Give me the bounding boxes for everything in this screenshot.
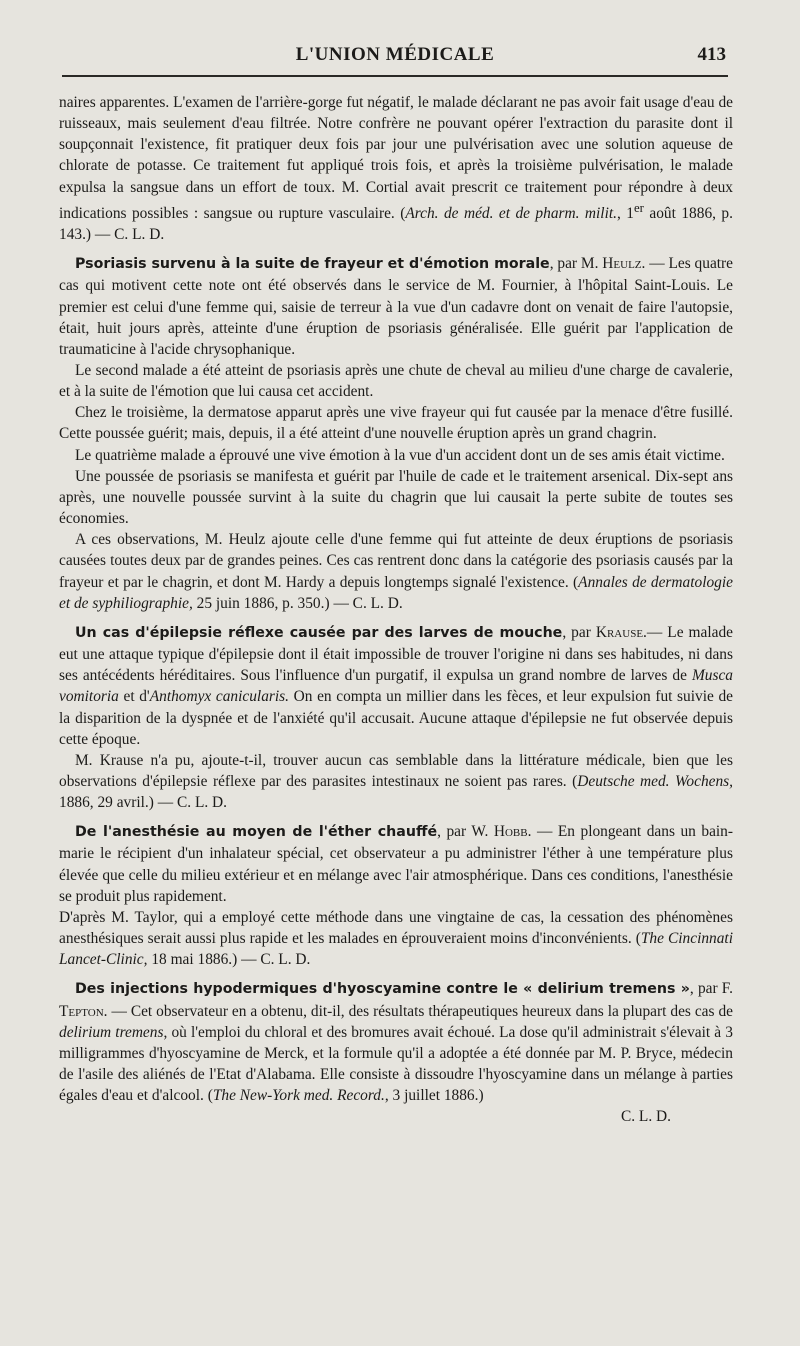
section-title: Psoriasis survenu à la suite de frayeur et d'émotion morale [75,256,550,273]
paragraph: A ces observations, M. Heulz ajoute celle d'une femme qui fut atteinte de deux éruptions de psoriasis causées toutes deux par de grandes peines. Ces cas rentrent donc dans la catégorie des psoriasis causés par la frayeur et par le chagrin, et dont M. Hardy a depuis longtemps signalé l'existence. (Annales de dermatologie et de syphiliographie, 25 juin 1886, p. 350.) — C. L. D. [59,531,733,612]
section-anesthesie: De l'anesthésie au moyen de l'éther chauffé, par W. Hobb. — En plongeant dans un bain-marie le récipient d'un inhalateur spécial, cet observateur a pu administrer l'éther à une température plus élevée que celle du milieu extérieur et en mélange avec l'air atmosphérique. Dans ces conditions, l'anesthésie se produit plus rapidement. [59,823,733,905]
running-title: L'UNION MÉDICALE [295,44,495,65]
section-title: Un cas d'épilepsie réflexe causée par des larves de mouche [75,624,563,641]
author: Krause. [595,623,647,641]
author: Tepton. [59,1002,108,1020]
paragraph: Le second malade a été atteint de psoriasis après une chute de cheval au milieu d'une charge de cavalerie, et à la suite de l'émotion que lui causa cet accident. [59,362,733,401]
section-epilepsie: Un cas d'épilepsie réflexe causée par des larves de mouche, par Krause.— Le malade eut une attaque typique d'épilepsie dont il était impossible de trouver l'origine ni dans ses habitudes, ni dans ses antécédents héréditaires. Sous l'influence d'un purgatif, il expulsa un grand nombre de larves de Musca vomitoria et d'Anthomyx canicularis. On en compta un millier dans les fèces, et leur expulsion fut suivie de la disparition de la dyspnée et de l'anxiété qu'il accusait. Aucune attaque d'épilepsie ne fut observée depuis cette époque. [59,623,733,748]
page-header [60,44,730,74]
section-title: De l'anesthésie au moyen de l'éther chauffé [75,824,438,841]
signature: C. L. D. [620,1108,671,1126]
section-title: Des injections hypodermiques d'hyoscyamine contre le « delirium tremens » [75,981,690,998]
page-number: 413 [697,44,726,65]
article-body [59,92,733,1127]
section-psoriasis: Psoriasis survenu à la suite de frayeur et d'émotion morale, par M. Heulz. — Les quatre cas qui motivent cette note ont été observés dans le service de M. Fournier, à l'hôpital Saint-Louis. Le premier est celui d'une femme qui, saisie de terreur à la vue d'un cadavre dont on venait de faire l'autopsie, était, huit jours après, atteinte d'une éruption de psoriasis généralisée. Elle guérit par l'application de traumaticine à l'acide chrysophanique. [59,255,734,358]
paragraph: Le quatrième malade a éprouvé une vive émotion à la vue d'un accident dont un de ses amis était victime. [75,446,725,464]
paragraph: Une poussée de psoriasis se manifesta et guérit par l'huile de cade et le traitement arsenical. Dix-sept ans après, une nouvelle poussée survint à la suite du chagrin que lui causait la perte subite de toutes ses économies. [59,467,733,528]
paragraph: Chez le troisième, la dermatose apparut après une vive frayeur qui fut causée par la menace d'être fusillé. Cette poussée guérit; mais, depuis, il a été atteint d'une nouvelle éruption après un grand chagrin. [59,404,733,443]
header-rule [62,75,728,77]
author: Heulz. [602,255,646,273]
author: Hobb. [493,823,532,841]
paragraph: D'après M. Taylor, qui a employé cette méthode dans une vingtaine de cas, la cessation des phénomènes anesthésiques serait aussi plus rapide et les malades en éprouveraient moins d'inconvénients. (The Cincinnati Lancet-Clinic, 18 mai 1886.) — C. L. D. [59,908,733,969]
paragraph: M. Krause n'a pu, ajoute-t-il, trouver aucun cas semblable dans la littérature médicale, bien que les observations d'épilepsie réflexe par des parasites intestinaux ne soient pas rares. (Deutsche med. Wochens, 1886, 29 avril.) — C. L. D. [59,751,734,812]
section-hyoscyamine: Des injections hypodermiques d'hyoscyamine contre le « delirium tremens », par F. Tepton. — Cet observateur en a obtenu, dit-il, des résultats thérapeutiques heureux dans la plupart des cas de delirium tremens, où l'emploi du chloral et des bromures avait échoué. La dose qu'il administrait s'élevait à 3 milligrammes d'hyoscyamine de Merck, et la formule qu'il a adoptée a été donnée par M. P. Bryce, médecin de l'asile des aliénés de l'Etat d'Alabama. Elle consiste à dissoudre l'hyoscyamine dans un mélange à parties égales d'eau et d'alcool. (The New-York med. Record., 3 juillet 1886.) [59,980,733,1105]
continued-paragraph: naires apparentes. L'examen de l'arrière-gorge fut négatif, le malade déclarant ne pas avoir fait usage d'eau de ruisseaux, mais seulement d'eau filtrée. Notre confrère ne pouvant opérer l'extraction du parasite dont il soupçonnait l'existence, fit pratiquer deux fois par jour une pulvérisation avec une solution aqueuse de chlorate de potasse. Ce traitement fut appliqué trois fois, et après la troisième pulvérisation, le malade expulsa la sangsue dans un effort de toux. M. Cortial avait prescrit ce traitement pour répondre à deux indications possibles : sangsue ou rupture vasculaire. (Arch. de méd. et de pharm. milit., 1er août 1886, p. 143.) — C. L. D. [59,94,733,244]
